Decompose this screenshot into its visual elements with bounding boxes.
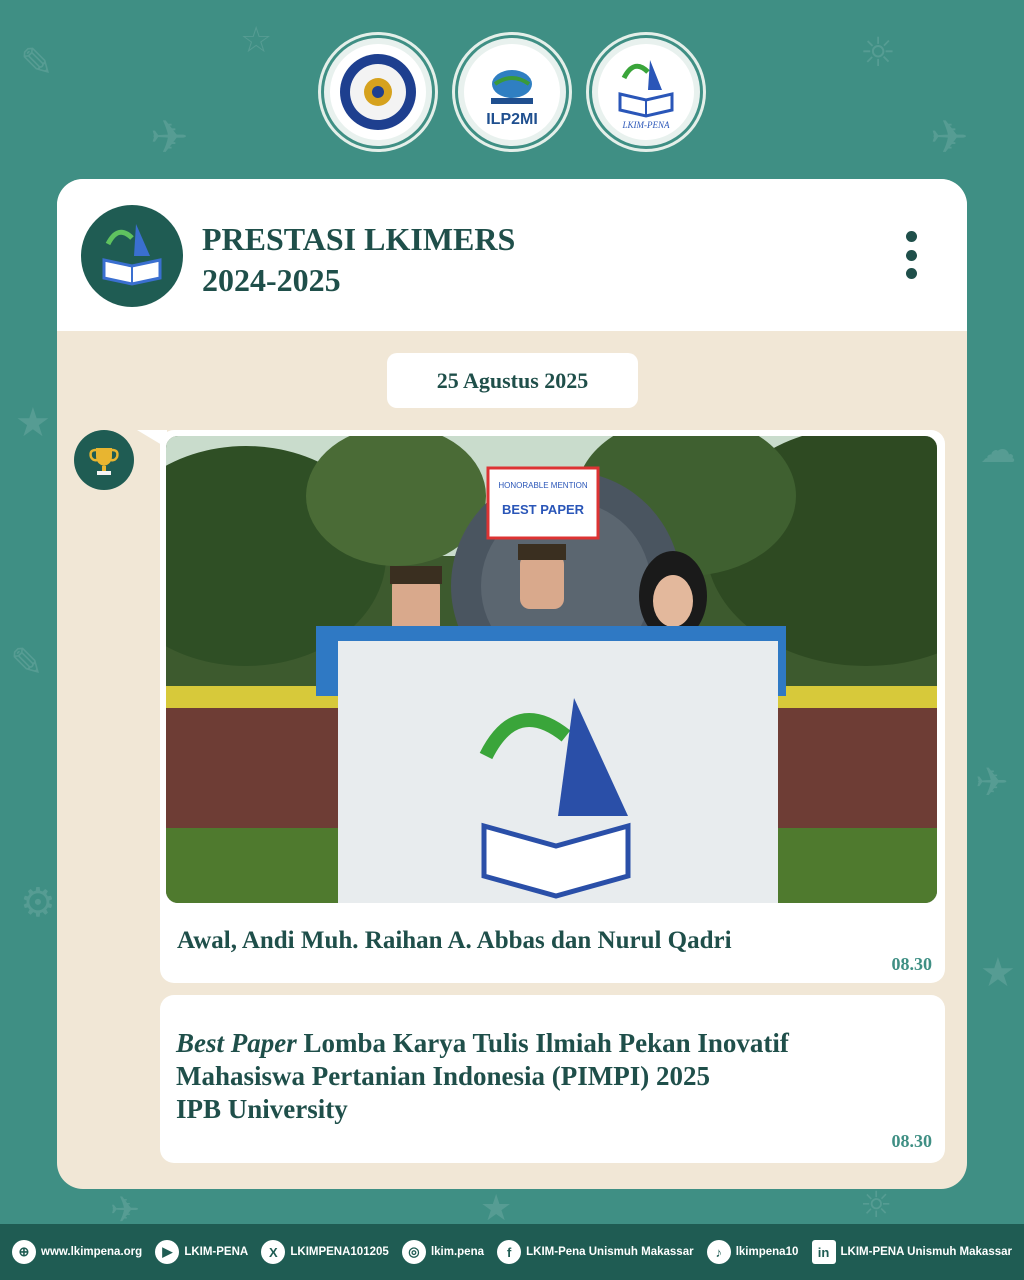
x-icon: X <box>261 1240 285 1264</box>
participant-names: Awal, Andi Muh. Raihan A. Abbas dan Nurul Qadri <box>177 927 732 954</box>
date-divider: 25 Agustus 2025 <box>387 353 638 408</box>
footer-label: lkimpena10 <box>735 1246 799 1258</box>
facebook-icon: f <box>497 1240 521 1264</box>
page-title <box>202 219 515 301</box>
more-options-icon[interactable] <box>899 231 923 279</box>
page-title-line1: PRESTASI LKIMERS <box>202 221 516 257</box>
tiktok-icon: ♪ <box>707 1240 731 1264</box>
globe-icon: ⊕ <box>12 1240 36 1264</box>
achievement-italic: Best Paper <box>176 1028 297 1058</box>
footer-label: LKIM-Pena Unismuh Makassar <box>526 1246 694 1258</box>
ilp2mi-logo <box>458 38 566 146</box>
achievement-description <box>176 1027 916 1126</box>
team-photo[interactable] <box>166 436 937 903</box>
message-bubble-photo[interactable] <box>160 430 945 983</box>
message-time: 08.30 <box>891 954 932 974</box>
footer-label: LKIMPENA101205 <box>290 1246 389 1258</box>
footer-label: LKIM-PENA <box>184 1246 249 1258</box>
photo-sign-line2: BEST PAPER <box>501 502 585 517</box>
lkim-pena-logo <box>592 38 700 146</box>
university-logo <box>324 38 432 146</box>
instagram-icon: ◎ <box>402 1240 426 1264</box>
chat-card <box>57 179 967 1189</box>
footer-website[interactable] <box>12 1240 142 1264</box>
achievement-line2: Mahasiswa Pertanian Indonesia (PIMPI) 2025 <box>176 1061 711 1091</box>
footer-youtube[interactable] <box>155 1240 248 1264</box>
achievement-line1: Lomba Karya Tulis Ilmiah Pekan Inovatif <box>296 1028 789 1058</box>
message-time: 08.30 <box>891 1131 932 1151</box>
message-bubble-text[interactable] <box>160 995 945 1163</box>
footer-label: LKIM-PENA Unismuh Makassar <box>840 1246 1012 1258</box>
youtube-icon: ▶ <box>155 1240 179 1264</box>
background-pattern: ✎ ✈ ☆ ☼ ✈ ★ ☁ ✎ ✈ ⚙ ★ ✈ ★ ☼ <box>10 20 1016 1231</box>
photo-sign-line1: HONORABLE MENTION <box>498 481 588 490</box>
chat-header <box>57 179 967 331</box>
social-footer <box>0 1224 1024 1280</box>
avatar[interactable] <box>81 205 183 307</box>
footer-facebook[interactable] <box>497 1240 693 1264</box>
footer-label: lkim.pena <box>430 1246 484 1258</box>
footer-linkedin[interactable] <box>812 1240 1012 1264</box>
ilp2mi-text: ILP2MI <box>486 111 538 128</box>
lkim-text: LKIM-PENA <box>622 120 670 130</box>
trophy-icon <box>74 430 134 490</box>
linkedin-icon: in <box>812 1240 836 1264</box>
achievement-line3: IPB University <box>176 1094 348 1124</box>
footer-instagram[interactable] <box>402 1240 484 1264</box>
partner-logos <box>0 38 1024 146</box>
page-title-line2: 2024-2025 <box>202 262 341 298</box>
footer-tiktok[interactable] <box>707 1240 799 1264</box>
footer-label: www.lkimpena.org <box>41 1246 143 1258</box>
footer-x[interactable] <box>261 1240 388 1264</box>
